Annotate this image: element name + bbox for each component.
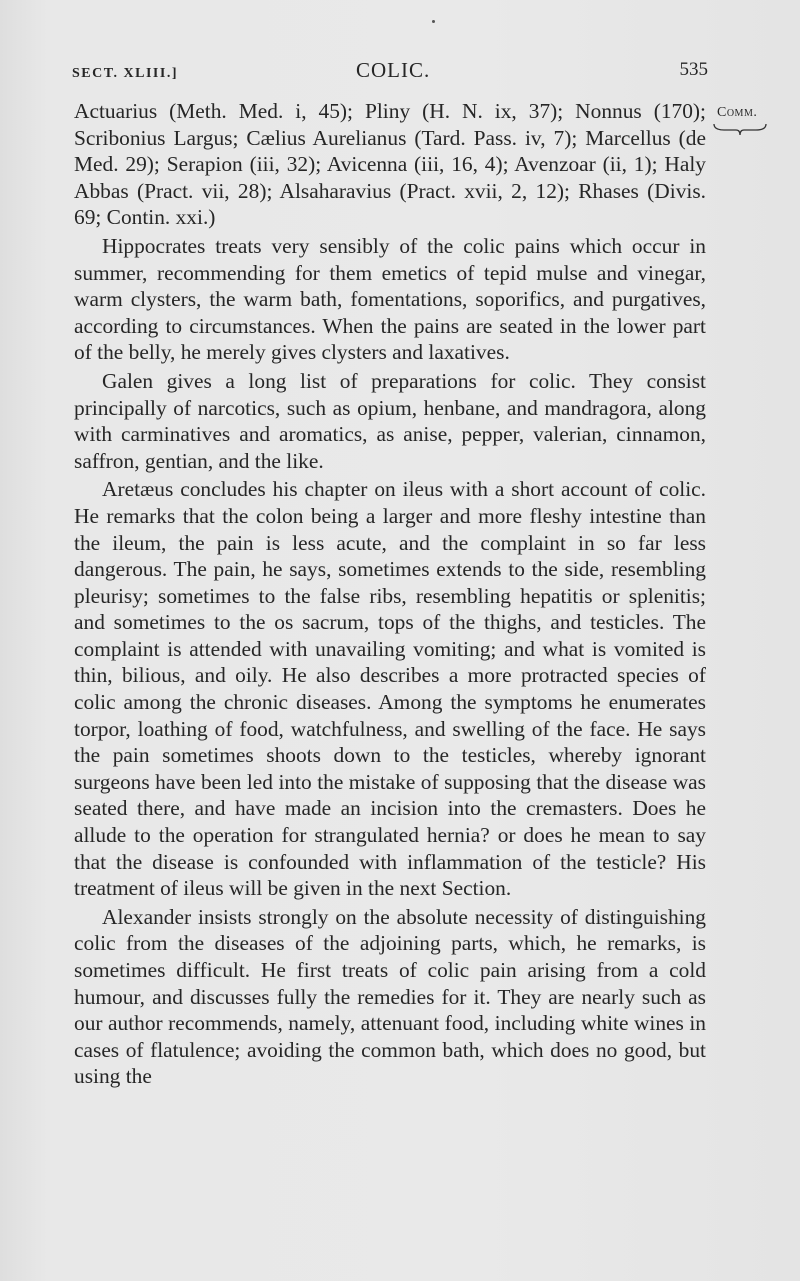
section-reference: SECT. XLIII.] xyxy=(72,66,178,81)
body-text xyxy=(74,98,706,1090)
page-number: 535 xyxy=(679,59,708,80)
running-header xyxy=(72,58,708,88)
margin-note-commentary: Comm. xyxy=(717,105,758,120)
paper-speck xyxy=(432,20,435,23)
running-title: COLIC. xyxy=(356,58,431,82)
paragraph-aretaeus: Aretæus concludes his chapter on ileus with a short account of colic. He remarks that the colon being a larger and more fleshy intestine than the ileum, the pain is less acute, and the complaint in so far less dangerous. The pain, he says, sometimes extends to the side, resembling pleurisy; sometimes to the false ribs, resembling hepatitis or splenitis; and sometimes to the os sacrum, tops of the thighs, and testicles. The complaint is attended with unavailing vomiting; and what is vomited is thin, bilious, and oily. He also describes a more protracted species of colic among the chronic diseases. Among the symptoms he enumerates torpor, loathing of food, watchfulness, and swelling of the face. He says the pain sometimes shoots down to the testicles, whereby ignorant surgeons have been led into the mistake of supposing that the disease was seated there, and have made an incision into the cremasters. Does he allude to the operation for strangulated hernia? or does he mean to say that the disease is confounded with inflammation of the testicle? His treatment of ileus will be given in the next Section. xyxy=(74,477,706,901)
paragraph-hippocrates: Hippocrates treats very sensibly of the colic pains which occur in summer, recommending for them emetics of tepid mulse and vinegar, warm clysters, the warm bath, fomentations, soporifics, and purgatives, according to circumstances. When the pains are seated in the lower part of the belly, he merely gives clysters and laxatives. xyxy=(74,233,706,365)
paragraph-alexander: Alexander insists strongly on the absolute necessity of distinguishing colic from the diseases of the adjoining parts, which, he remarks, is sometimes difficult. He first treats of colic pain arising from a cold humour, and discusses fully the remedies for it. They are nearly such as our author recommends, namely, attenuant food, including white wines in cases of flatulence; avoiding the common bath, which does no good, but using the xyxy=(74,904,706,1089)
paragraph-galen: Galen gives a long list of preparations for colic. They consist principally of narcotics, such as opium, henbane, and mandragora, along with carminatives and aromatics, as anise, pepper, valerian, cinnamon, saffron, gentian, and the like. xyxy=(74,368,706,473)
margin-brace-icon xyxy=(712,122,768,136)
paragraph-references: Actuarius (Meth. Med. i, 45); Pliny (H. N. ix, 37); Nonnus (170); Scribonius Largus; Cælius Aurelianus (Tard. Pass. iv, 7); Marcellus (de Med. 29); Serapion (iii, 32); Avicenna (iii, 16, 4); Avenzoar (ii, 1); Haly Abbas (Pract. vii, 28); Alsaharavius (Pract. xvii, 2, 12); Rhases (Divis. 69; Contin. xxi.) xyxy=(74,99,706,230)
